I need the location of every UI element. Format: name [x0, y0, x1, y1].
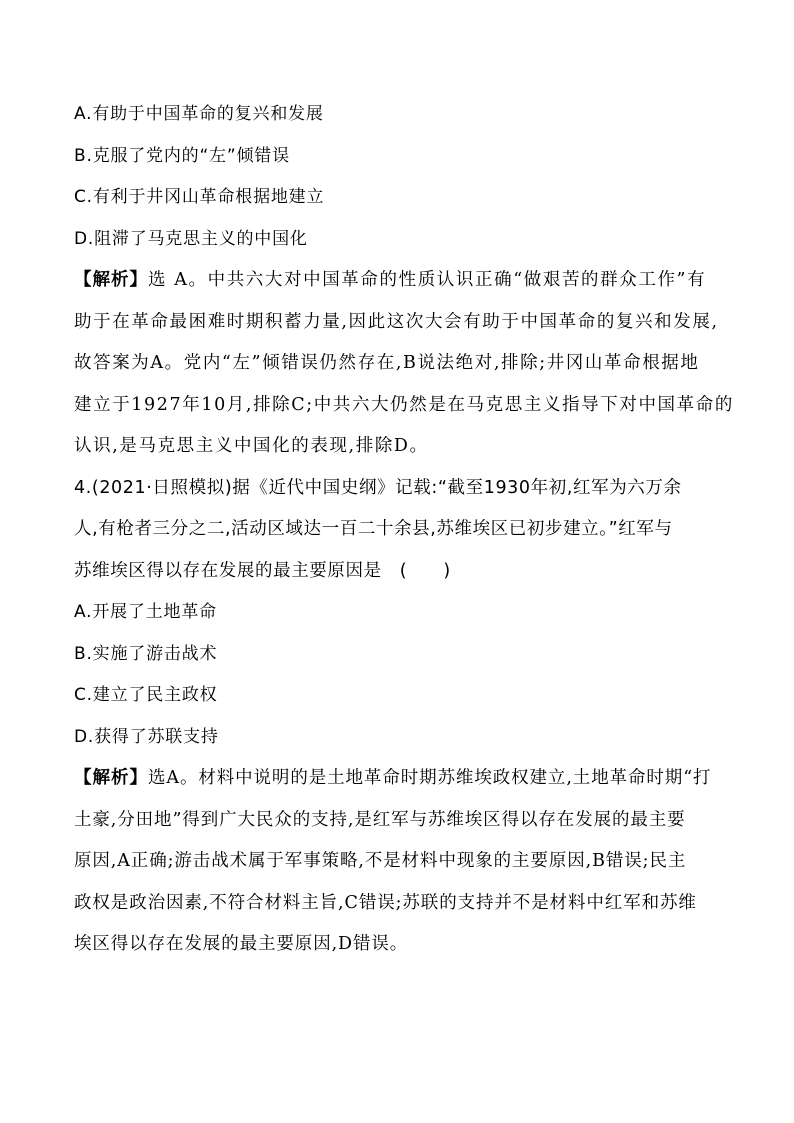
q4-stem-line-3: 苏维埃区得以存在发展的最主要原因是 ( ) — [74, 560, 451, 581]
q3-analysis-tag: 【解析】 — [74, 270, 148, 290]
q3-analysis-line-1 — [74, 260, 724, 302]
q3-analysis-line-5: 认识,是马克思主义中国化的表现,排除D。 — [74, 436, 429, 456]
q4-analysis-tag: 【解析】 — [74, 768, 148, 788]
q4-analysis-line-2: 土豪,分田地”得到广大民众的支持,是红军与苏维埃区得以存在发展的最主要 — [74, 809, 686, 830]
q4-options — [74, 592, 724, 758]
q3-analysis-line-2: 助于在革命最困难时期积蓄力量,因此这次大会有助于中国革命的复兴和发展, — [74, 311, 719, 332]
q4-analysis-line-1 — [74, 758, 724, 800]
q4-option-c: C.建立了民主政权 — [74, 685, 218, 705]
q4-analysis-line-4: 政权是政治因素,不符合材料主旨,C错误;苏联的支持并不是材料中红军和苏维 — [74, 892, 697, 913]
q3-analysis-text-1: 选 A。中共六大对中国革命的性质认识正确“做艰苦的群众工作”有 — [148, 270, 707, 290]
q3-option-b: B.克服了党内的“左”倾错误 — [74, 145, 290, 166]
q4-analysis-line-3: 原因,A正确;游击战术属于军事策略,不是材料中现象的主要原因,B错误;民主 — [74, 851, 687, 871]
q4-option-a: A.开展了土地革命 — [74, 602, 217, 622]
q3-option-d: D.阻滞了马克思主义的中国化 — [74, 228, 308, 249]
q3-analysis-line-3: 故答案为A。党内“左”倾错误仍然存在,B说法绝对,排除;井冈山革命根据地 — [74, 353, 700, 373]
q3-analysis — [74, 260, 734, 468]
q3-option-c: C.有利于井冈山革命根据地建立 — [74, 187, 325, 207]
document-page — [74, 94, 734, 966]
q4-option-d: D.获得了苏联支持 — [74, 726, 219, 747]
q4-analysis-line-5: 埃区得以存在发展的最主要原因,D错误。 — [74, 934, 409, 954]
q4-stem — [74, 468, 724, 593]
q3-analysis-line-4: 建立于1927年10月,排除C;中共六大仍然是在马克思主义指导下对中国革命的 — [74, 394, 734, 415]
q3-option-a: A.有助于中国革命的复兴和发展 — [74, 104, 324, 124]
q4-option-b: B.实施了游击战术 — [74, 643, 218, 664]
q4-analysis-text-1: 选A。材料中说明的是土地革命时期苏维埃政权建立,土地革命时期“打 — [148, 768, 712, 788]
q4-analysis — [74, 758, 724, 966]
q3-options — [74, 94, 724, 260]
q4-stem-line-2: 人,有枪者三分之二,活动区域达一百二十余县,苏维埃区已初步建立。”红军与 — [74, 519, 673, 539]
q4-stem-line-1: 4.(2021·日照模拟)据《近代中国史纲》记载:“截至1930年初,红军为六万余 — [74, 477, 682, 498]
